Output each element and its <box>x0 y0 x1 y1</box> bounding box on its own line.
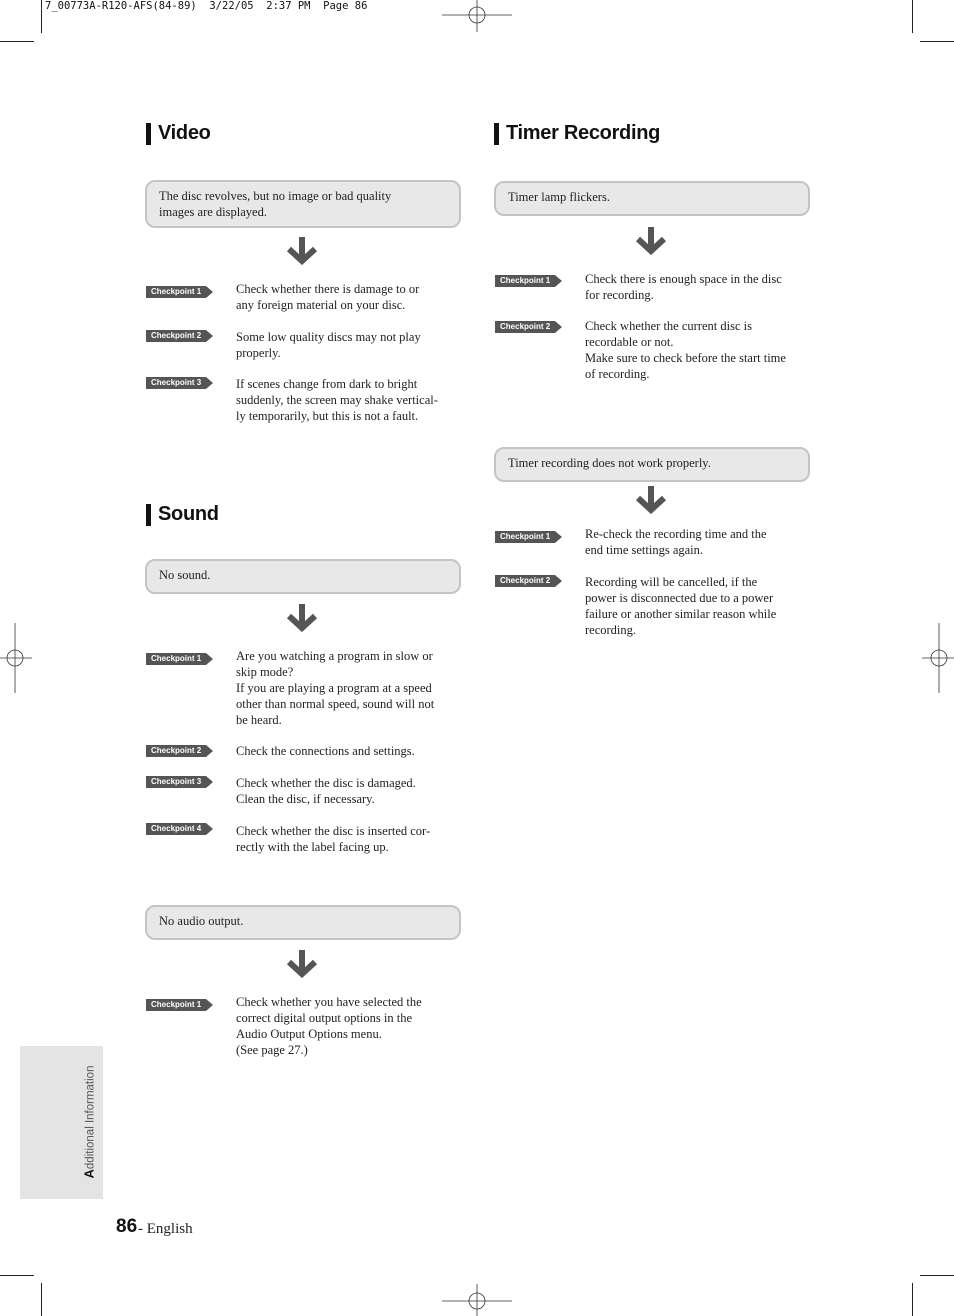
problem-text: No audio output. <box>159 914 244 928</box>
checkpoint-text: Check the connections and settings. <box>236 744 415 758</box>
side-tab-label: Additional Information <box>81 1065 97 1179</box>
checkpoint-badge: Checkpoint 1 <box>495 275 550 287</box>
section-title-text: Timer Recording <box>506 122 661 144</box>
page-language: - English <box>138 1221 193 1237</box>
registration-mark-icon <box>442 1284 512 1316</box>
problem-text: Timer recording does not work properly. <box>508 456 711 470</box>
checkpoint-badge: Checkpoint 2 <box>495 575 550 587</box>
section-title-video <box>146 122 211 145</box>
checkpoint-text: Are you watching a program in slow or skip mode? If you are playing a program at a speed other than normal speed, sound will not be heard. <box>236 649 435 727</box>
checkpoint-text: Re-check the recording time and the end time settings again. <box>585 527 767 557</box>
checkpoint-badge: Checkpoint 4 <box>146 823 201 835</box>
problem-box <box>494 181 810 216</box>
down-arrow-icon <box>286 237 318 265</box>
section-title-sound <box>146 503 219 526</box>
checkpoint-text: Check there is enough space in the disc for recording. <box>585 272 782 302</box>
down-arrow-icon <box>286 950 318 978</box>
checkpoint-text: Check whether you have selected the correct digital output options in the Audio Output Options menu. (See page 27.) <box>236 995 422 1057</box>
down-arrow-icon <box>635 227 667 255</box>
checkpoint-badge: Checkpoint 3 <box>146 377 201 389</box>
section-title-text: Sound <box>158 503 219 525</box>
down-arrow-icon <box>635 486 667 514</box>
problem-box <box>494 447 810 482</box>
down-arrow-icon <box>286 604 318 632</box>
checkpoint-text: Check whether there is damage to or any foreign material on your disc. <box>236 282 420 312</box>
section-title-text: Video <box>158 122 211 144</box>
checkpoint-text: Some low quality discs may not play properly. <box>236 330 421 360</box>
checkpoint-badge: Checkpoint 1 <box>146 999 201 1011</box>
checkpoint-badge: Checkpoint 3 <box>146 776 201 788</box>
checkpoint-badge: Checkpoint 1 <box>146 286 201 298</box>
checkpoint-badge: Checkpoint 2 <box>495 321 550 333</box>
problem-box <box>145 905 461 940</box>
checkpoint-text: If scenes change from dark to bright suddenly, the screen may shake vertical- ly temporarily, but this is not a fault. <box>236 377 438 423</box>
print-slug: 7_00773A-R120-AFS(84-89) 3/22/05 2:37 PM Page 86 <box>45 0 368 12</box>
registration-mark-icon <box>442 0 512 32</box>
problem-text: No sound. <box>159 568 211 582</box>
section-title-timer-recording <box>494 122 660 145</box>
registration-mark-icon <box>0 623 32 693</box>
problem-text: images are displayed. <box>159 205 267 219</box>
problem-text: The disc revolves, but no image or bad quality <box>159 189 392 203</box>
checkpoint-badge: Checkpoint 1 <box>146 653 201 665</box>
checkpoint-text: Check whether the current disc is recordable or not. Make sure to check before the start time of recording. <box>585 319 786 381</box>
registration-mark-icon <box>922 623 954 693</box>
problem-box <box>145 180 461 228</box>
checkpoint-text: Check whether the disc is inserted cor- rectly with the label facing up. <box>236 824 431 854</box>
checkpoint-text: Recording will be cancelled, if the power is disconnected due to a power failure or another similar reason while recording. <box>585 575 777 637</box>
checkpoint-badge: Checkpoint 1 <box>495 531 550 543</box>
problem-text: Timer lamp flickers. <box>508 190 610 204</box>
page-number: 86 <box>116 1216 138 1237</box>
problem-box <box>145 559 461 594</box>
checkpoint-badge: Checkpoint 2 <box>146 745 201 757</box>
checkpoint-text: Check whether the disc is damaged. Clean the disc, if necessary. <box>236 776 416 806</box>
checkpoint-badge: Checkpoint 2 <box>146 330 201 342</box>
